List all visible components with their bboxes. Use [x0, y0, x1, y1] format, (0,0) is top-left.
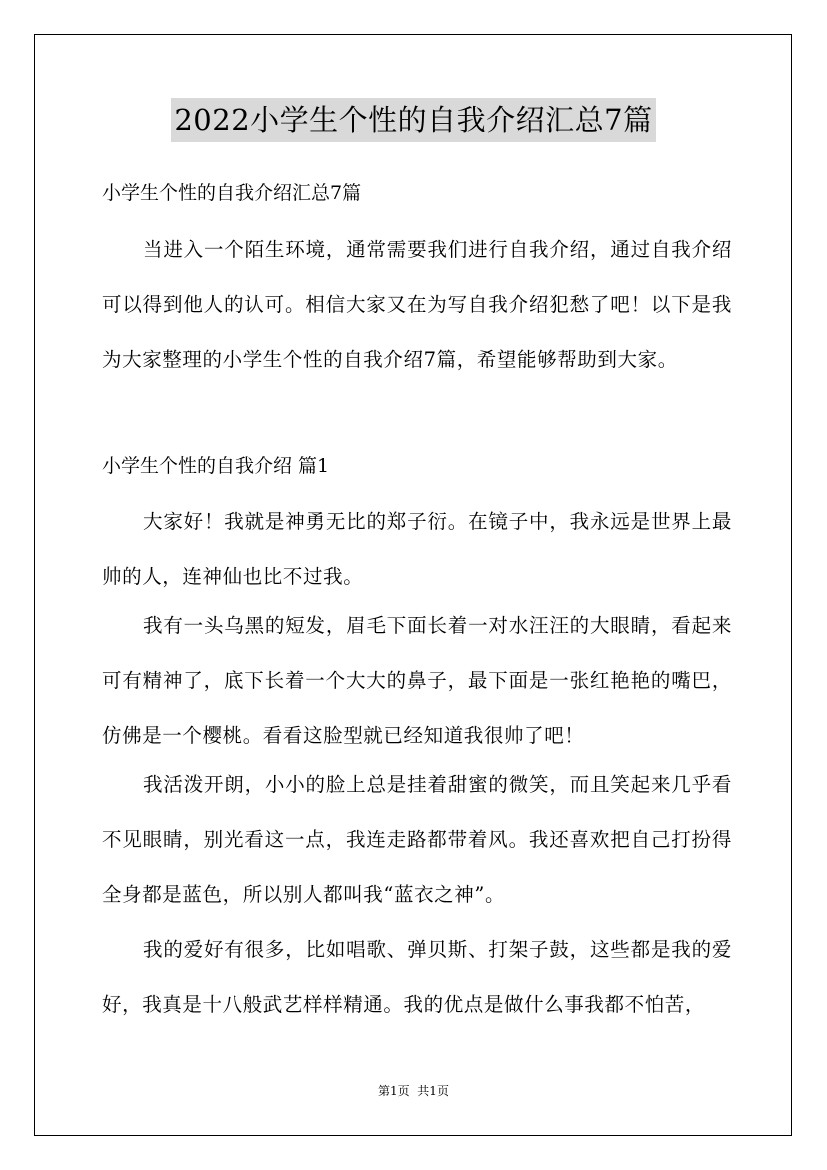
document-title: 2022小学生个性的自我介绍汇总7篇: [171, 98, 655, 142]
intro-paragraph: 当进入一个陌生环境，通常需要我们进行自我介绍，通过自我介绍可以得到他人的认可。相信大家又在为写自我介绍犯愁了吧！以下是我为大家整理的小学生个性的自我介绍7篇，希望能够帮助到大家。: [102, 238, 732, 371]
body-paragraph-4: 我的爱好有很多，比如唱歌、弹贝斯、打架子鼓，这些都是我的爱好，我真是十八般武艺样样精通。我的优点是做什么事我都不怕苦，: [102, 938, 732, 1016]
body-paragraph-1: 大家好！我就是神勇无比的郑子衍。在镜子中，我永远是世界上最帅的人，连神仙也比不过我。: [102, 510, 732, 588]
page-footer: 第1页 共1页: [378, 1084, 449, 1098]
document-subtitle: 小学生个性的自我介绍汇总7篇: [102, 182, 362, 204]
title-container: [0, 98, 827, 142]
section-heading: 小学生个性的自我介绍 篇1: [102, 455, 330, 477]
body-paragraph-2: 我有一头乌黑的短发，眉毛下面长着一对水汪汪的大眼睛，看起来可有精神了，底下长着一个大大的鼻子，最下面是一张红艳艳的嘴巴，仿佛是一个樱桃。看看这脸型就已经知道我很帅了吧！: [102, 614, 732, 747]
body-paragraph-3: 我活泼开朗，小小的脸上总是挂着甜蜜的微笑，而且笑起来几乎看不见眼睛，别光看这一点，我连走路都带着风。我还喜欢把自己打扮得全身都是蓝色，所以别人都叫我“蓝衣之神”。: [102, 773, 732, 906]
